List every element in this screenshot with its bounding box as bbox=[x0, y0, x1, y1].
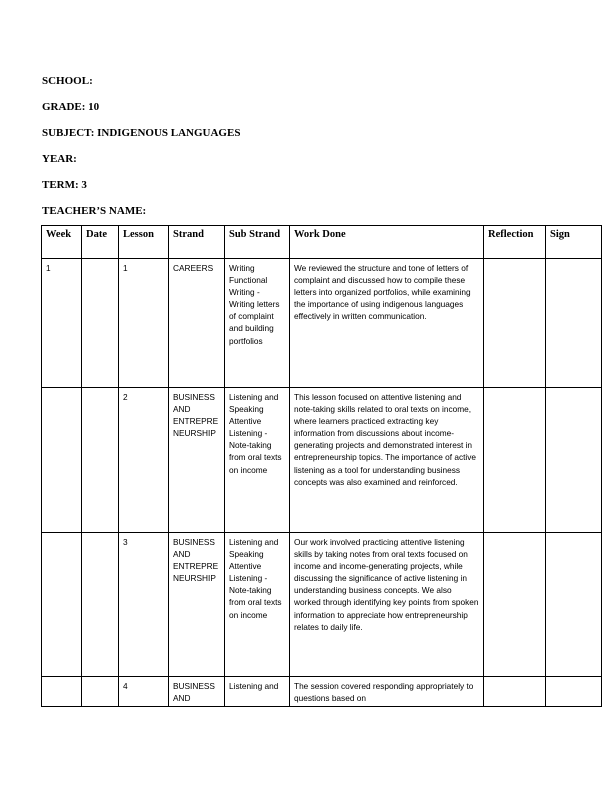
column-header-week: Week bbox=[42, 226, 82, 259]
sign-cell bbox=[546, 677, 602, 707]
year-label: YEAR: bbox=[42, 153, 77, 165]
lesson-cell: 2 bbox=[119, 388, 169, 533]
column-header-sub-strand: Sub Strand bbox=[225, 226, 290, 259]
column-header-sign: Sign bbox=[546, 226, 602, 259]
week-cell bbox=[42, 533, 82, 677]
work-done-cell: Our work involved practicing attentive listening skills by taking notes from oral texts focused on income and income-generating projects, while discussing the significance of active listening in understanding business concepts. We also worked through identifying key points from spoken information to appreciate how entrepreneurship relates to daily life. bbox=[290, 533, 484, 677]
sub-strand-cell: Listening and Speaking Attentive Listening - Note-taking from oral texts on income bbox=[225, 388, 290, 533]
week-cell: 1 bbox=[42, 259, 82, 388]
work-done-cell: This lesson focused on attentive listening and note-taking skills related to oral texts on income, where learners practiced extracting key information from discussions about income-generating projects and demonstrated interest in entrepreneurship topics. The importance of active listening as a tool for understanding business concepts was also examined and reinforced. bbox=[290, 388, 484, 533]
reflection-cell bbox=[484, 388, 546, 533]
table-header-row bbox=[42, 226, 602, 259]
date-cell bbox=[82, 259, 119, 388]
date-cell bbox=[82, 677, 119, 707]
table-row bbox=[42, 388, 602, 533]
work-done-cell: The session covered responding appropriately to questions based on bbox=[290, 677, 484, 707]
sub-strand-cell: Listening and Speaking Attentive Listening - Note-taking from oral texts on income bbox=[225, 533, 290, 677]
grade-label: GRADE: 10 bbox=[42, 101, 100, 113]
sub-strand-cell: Listening and bbox=[225, 677, 290, 707]
strand-cell: BUSINESS AND bbox=[169, 677, 225, 707]
column-header-work-done: Work Done bbox=[290, 226, 484, 259]
column-header-strand: Strand bbox=[169, 226, 225, 259]
lesson-cell: 3 bbox=[119, 533, 169, 677]
week-cell bbox=[42, 388, 82, 533]
table-row bbox=[42, 259, 602, 388]
sign-cell bbox=[546, 259, 602, 388]
school-label: SCHOOL: bbox=[42, 75, 93, 87]
reflection-cell bbox=[484, 533, 546, 677]
lesson-cell: 4 bbox=[119, 677, 169, 707]
sign-cell bbox=[546, 533, 602, 677]
column-header-date: Date bbox=[82, 226, 119, 259]
record-of-work-table bbox=[41, 225, 602, 707]
work-done-cell: We reviewed the structure and tone of letters of complaint and discussed how to compile these letters into organized portfolios, while examining the importance of using indigenous languages effectively in written communication. bbox=[290, 259, 484, 388]
subject-label: SUBJECT: INDIGENOUS LANGUAGES bbox=[42, 127, 241, 139]
week-cell bbox=[42, 677, 82, 707]
sign-cell bbox=[546, 388, 602, 533]
date-cell bbox=[82, 388, 119, 533]
reflection-cell bbox=[484, 259, 546, 388]
table-row bbox=[42, 677, 602, 707]
column-header-lesson: Lesson bbox=[119, 226, 169, 259]
lesson-cell: 1 bbox=[119, 259, 169, 388]
strand-cell: BUSINESS AND ENTREPRE NEURSHIP bbox=[169, 388, 225, 533]
date-cell bbox=[82, 533, 119, 677]
term-label: TERM: 3 bbox=[42, 179, 87, 191]
column-header-reflection: Reflection bbox=[484, 226, 546, 259]
strand-cell: BUSINESS AND ENTREPRE NEURSHIP bbox=[169, 533, 225, 677]
sub-strand-cell: Writing Functional Writing - Writing letters of complaint and building portfolios bbox=[225, 259, 290, 388]
table-row bbox=[42, 533, 602, 677]
reflection-cell bbox=[484, 677, 546, 707]
teacher-name-label: TEACHER’S NAME: bbox=[42, 205, 147, 217]
strand-cell: CAREERS bbox=[169, 259, 225, 388]
